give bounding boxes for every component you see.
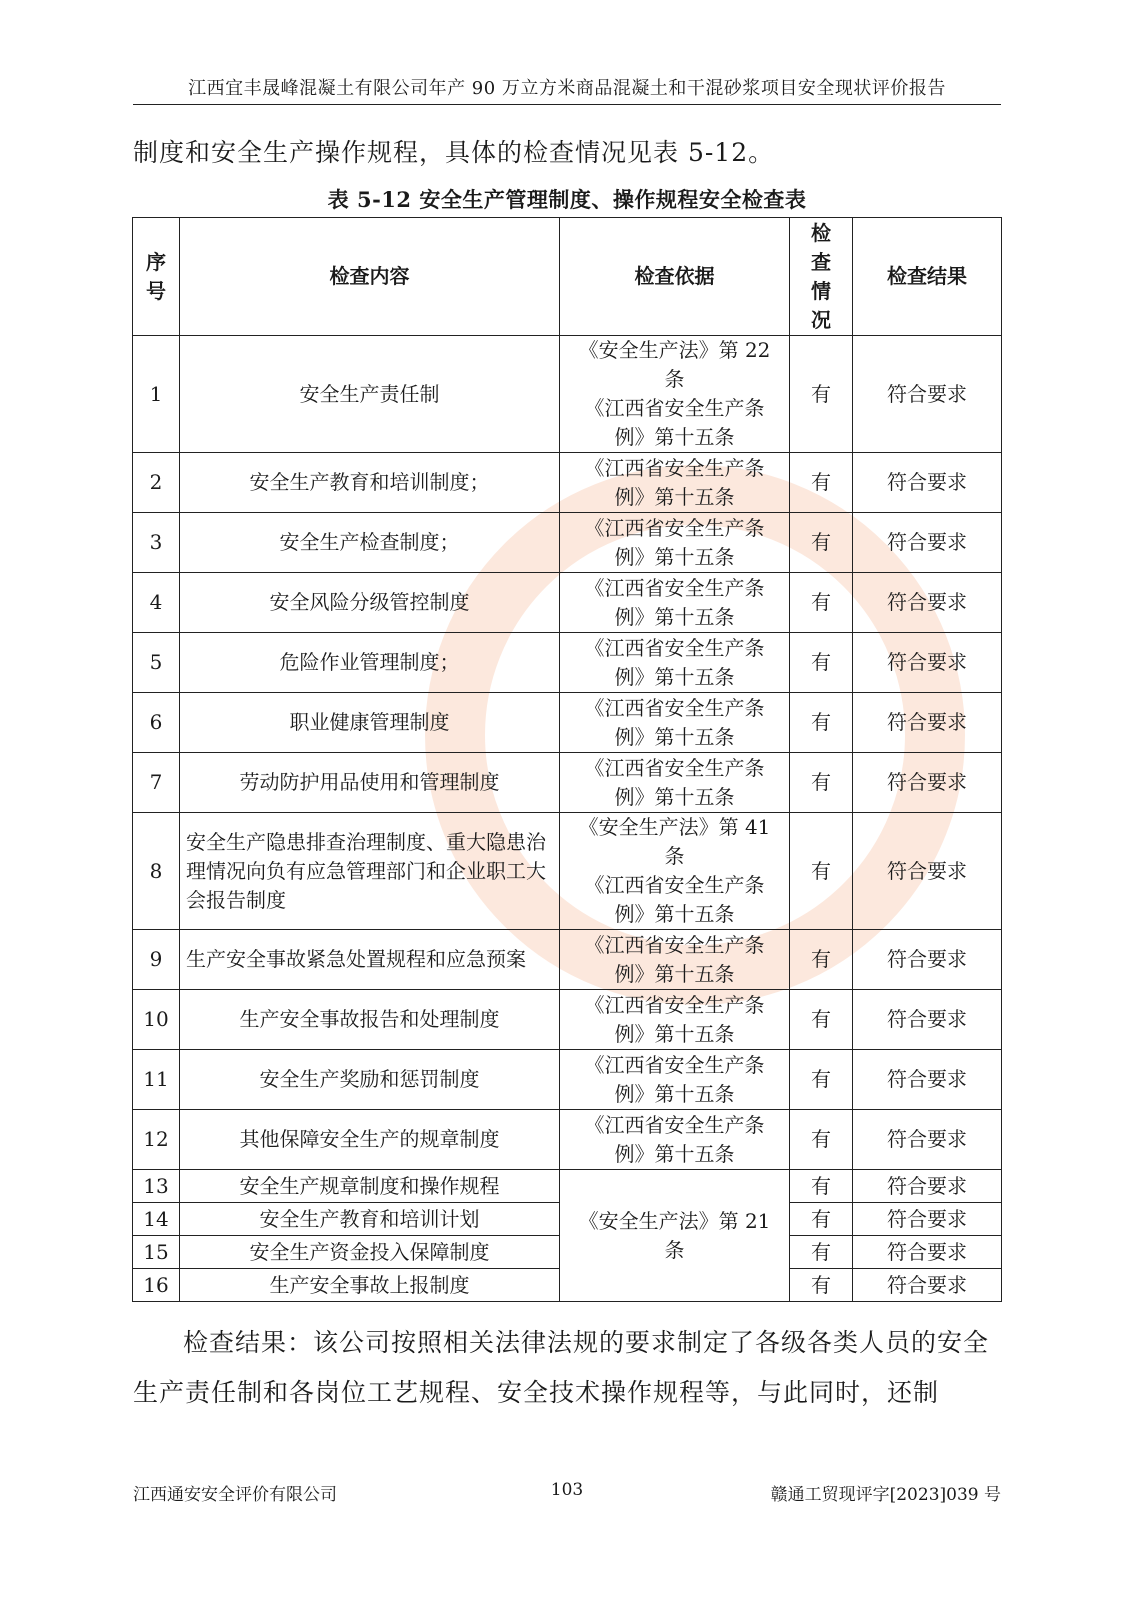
row-result: 符合要求 (853, 513, 1002, 573)
row-status: 有 (790, 633, 853, 693)
row-content: 安全生产规章制度和操作规程 (180, 1170, 560, 1203)
row-status: 有 (790, 1050, 853, 1110)
row-seq: 10 (133, 990, 180, 1050)
row-result: 符合要求 (853, 753, 1002, 813)
row-basis: 《江西省安全生产条 例》第十五条 (560, 990, 790, 1050)
row-status: 有 (790, 513, 853, 573)
row-seq: 13 (133, 1170, 180, 1203)
row-seq: 8 (133, 813, 180, 930)
row-result: 符合要求 (853, 693, 1002, 753)
row-result: 符合要求 (853, 1110, 1002, 1170)
row-seq: 3 (133, 513, 180, 573)
footer-page-number: 103 (550, 1480, 584, 1500)
row-result: 符合要求 (853, 1170, 1002, 1203)
inspection-table (132, 217, 1002, 1302)
row-content: 安全生产检查制度； (180, 513, 560, 573)
row-status: 有 (790, 1269, 853, 1302)
row-result: 符合要求 (853, 633, 1002, 693)
row-content: 劳动防护用品使用和管理制度 (180, 753, 560, 813)
row-seq: 14 (133, 1203, 180, 1236)
row-basis: 《江西省安全生产条 例》第十五条 (560, 1050, 790, 1110)
row-content: 生产安全事故报告和处理制度 (180, 990, 560, 1050)
row-status: 有 (790, 930, 853, 990)
row-content: 危险作业管理制度； (180, 633, 560, 693)
row-content: 其他保障安全生产的规章制度 (180, 1110, 560, 1170)
footer-company: 江西通安安全评价有限公司 (133, 1485, 337, 1505)
row-basis: 《江西省安全生产条 例》第十五条 (560, 633, 790, 693)
row-basis: 《江西省安全生产条 例》第十五条 (560, 693, 790, 753)
row-basis: 《安全生产法》第 41 条 《江西省安全生产条 例》第十五条 (560, 813, 790, 930)
row-seq: 7 (133, 753, 180, 813)
row-basis: 《江西省安全生产条 例》第十五条 (560, 573, 790, 633)
row-seq: 5 (133, 633, 180, 693)
table-row (133, 753, 1002, 813)
table-row (133, 1050, 1002, 1110)
row-basis-group: 《安全生产法》第 21 条 (560, 1170, 790, 1302)
footer-doc-number: 赣通工贸现评字[2023]039 号 (770, 1485, 1001, 1505)
row-content: 安全生产教育和培训计划 (180, 1203, 560, 1236)
table-row (133, 513, 1002, 573)
table-row (133, 693, 1002, 753)
table-row (133, 1110, 1002, 1170)
row-status: 有 (790, 813, 853, 930)
table-row (133, 573, 1002, 633)
row-basis: 《江西省安全生产条 例》第十五条 (560, 453, 790, 513)
table-caption: 表 5-12 安全生产管理制度、操作规程安全检查表 (327, 187, 807, 212)
row-seq: 1 (133, 336, 180, 453)
row-result: 符合要求 (853, 336, 1002, 453)
row-status: 有 (790, 453, 853, 513)
row-seq: 9 (133, 930, 180, 990)
row-content: 安全风险分级管控制度 (180, 573, 560, 633)
table-row (133, 336, 1002, 453)
row-basis: 《江西省安全生产条 例》第十五条 (560, 1110, 790, 1170)
row-result: 符合要求 (853, 930, 1002, 990)
row-status: 有 (790, 693, 853, 753)
row-seq: 16 (133, 1269, 180, 1302)
row-status: 有 (790, 1203, 853, 1236)
intro-paragraph: 制度和安全生产操作规程，具体的检查情况见表 5-12。 (133, 138, 775, 167)
row-content: 安全生产资金投入保障制度 (180, 1236, 560, 1269)
row-basis: 《安全生产法》第 22 条 《江西省安全生产条 例》第十五条 (560, 336, 790, 453)
row-result: 符合要求 (853, 1050, 1002, 1110)
row-result: 符合要求 (853, 813, 1002, 930)
row-content: 职业健康管理制度 (180, 693, 560, 753)
row-content: 生产安全事故紧急处置规程和应急预案 (180, 930, 560, 990)
row-content: 安全生产教育和培训制度； (180, 453, 560, 513)
table-row (133, 990, 1002, 1050)
table-row (133, 453, 1002, 513)
table-header-row (133, 218, 1002, 336)
row-result: 符合要求 (853, 1269, 1002, 1302)
row-content: 安全生产奖励和惩罚制度 (180, 1050, 560, 1110)
row-content: 生产安全事故上报制度 (180, 1269, 560, 1302)
header-basis: 检查依据 (560, 218, 790, 336)
result-paragraph: 检查结果：该公司按照相关法律法规的要求制定了各级各类人员的安全生产责任制和各岗位工艺规程、安全技术操作规程等，与此同时，还制 (133, 1328, 990, 1407)
row-seq: 11 (133, 1050, 180, 1110)
row-seq: 12 (133, 1110, 180, 1170)
row-seq: 2 (133, 453, 180, 513)
row-status: 有 (790, 1170, 853, 1203)
row-status: 有 (790, 1110, 853, 1170)
row-result: 符合要求 (853, 1236, 1002, 1269)
row-status: 有 (790, 573, 853, 633)
table-row (133, 813, 1002, 930)
row-result: 符合要求 (853, 453, 1002, 513)
header-status: 检 查 情 况 (790, 218, 853, 336)
table-row (133, 633, 1002, 693)
page-header: 江西宜丰晟峰混凝土有限公司年产 90 万立方米商品混凝土和干混砂浆项目安全现状评价报告 (133, 74, 1001, 105)
header-content: 检查内容 (180, 218, 560, 336)
table-row (133, 1170, 1002, 1203)
row-result: 符合要求 (853, 573, 1002, 633)
row-seq: 15 (133, 1236, 180, 1269)
header-seq: 序 号 (133, 218, 180, 336)
row-basis: 《江西省安全生产条 例》第十五条 (560, 930, 790, 990)
row-status: 有 (790, 336, 853, 453)
row-content: 安全生产责任制 (180, 336, 560, 453)
table-row (133, 930, 1002, 990)
header-result: 检查结果 (853, 218, 1002, 336)
row-result: 符合要求 (853, 990, 1002, 1050)
row-seq: 6 (133, 693, 180, 753)
row-basis: 《江西省安全生产条 例》第十五条 (560, 753, 790, 813)
row-seq: 4 (133, 573, 180, 633)
row-status: 有 (790, 753, 853, 813)
row-content: 安全生产隐患排查治理制度、重大隐患治理情况向负有应急管理部门和企业职工大会报告制度 (180, 813, 560, 930)
row-result: 符合要求 (853, 1203, 1002, 1236)
row-status: 有 (790, 1236, 853, 1269)
row-status: 有 (790, 990, 853, 1050)
row-basis: 《江西省安全生产条 例》第十五条 (560, 513, 790, 573)
